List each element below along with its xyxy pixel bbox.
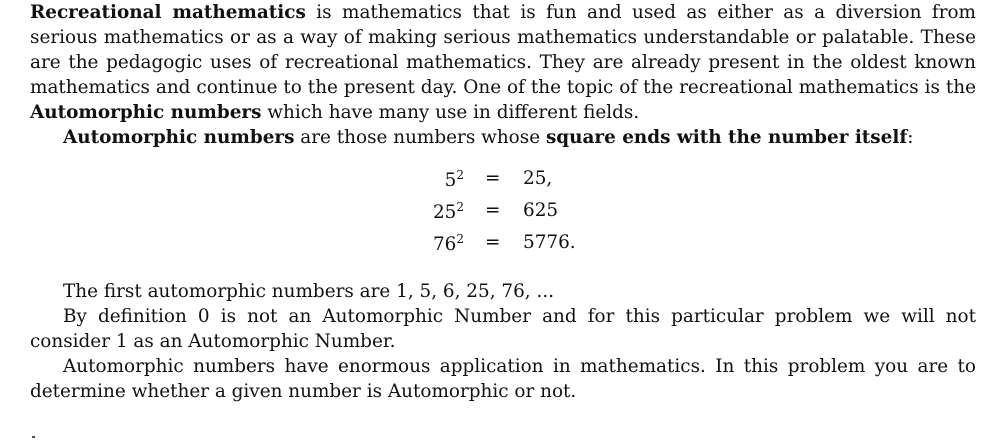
zero-definition-paragraph: By definition 0 is not an Automorphic Number and for this particular problem we will not consider 1 as an Automorphic Number. bbox=[30, 306, 976, 352]
equation-lhs bbox=[433, 200, 464, 223]
equation-base: 76 bbox=[432, 234, 457, 255]
definition-term: Automorphic numbers bbox=[63, 127, 295, 148]
stray-mark bbox=[32, 436, 35, 438]
definition-text-1: are those numbers whose bbox=[294, 127, 546, 148]
equation-base: 25 bbox=[432, 202, 457, 223]
lower-paragraphs bbox=[30, 279, 976, 404]
application-paragraph: Automorphic numbers have enormous application in mathematics. In this problem you are to determine whether a given number is Automorphic or not. bbox=[30, 356, 976, 402]
equals-sign: = bbox=[485, 200, 501, 221]
definition-paragraph bbox=[30, 125, 976, 150]
equation-base: 5 bbox=[444, 170, 457, 191]
equation-row bbox=[30, 168, 976, 198]
first-numbers-paragraph: The first automorphic numbers are 1, 5, 6, 25, 76, ... bbox=[63, 281, 555, 302]
equation-row bbox=[30, 200, 976, 230]
term-recreational-mathematics: Recreational mathematics bbox=[30, 2, 306, 23]
intro-paragraph bbox=[30, 0, 976, 125]
problem-statement bbox=[30, 0, 976, 402]
equation-row bbox=[30, 232, 976, 262]
equation-lhs bbox=[445, 168, 464, 191]
equation-exponent: 2 bbox=[456, 232, 464, 246]
equation-exponent: 2 bbox=[456, 168, 464, 182]
term-automorphic-numbers: Automorphic numbers bbox=[30, 102, 262, 123]
intro-text-2: which have many use in different fields. bbox=[261, 102, 640, 123]
equation-exponent: 2 bbox=[456, 200, 464, 214]
equals-sign: = bbox=[485, 168, 501, 189]
definition-text-2: : bbox=[907, 127, 914, 148]
equation-lhs bbox=[433, 232, 464, 255]
equation-result: 25, bbox=[523, 168, 553, 189]
definition-emphasis: square ends with the number itself bbox=[545, 127, 908, 148]
intro-text-1: is mathematics that is fun and used as either as a diversion from serious mathematics or as a way of making serious mathematics understandable or palatable. These are the pedagogic uses of recreational mathematics. They are already present in the oldest known mathematics and continue to the present day. One of the topic of the recreational mathematics is the bbox=[30, 2, 976, 98]
equation-result: 5776. bbox=[523, 232, 576, 253]
equation-result: 625 bbox=[523, 200, 559, 221]
equals-sign: = bbox=[485, 232, 501, 253]
